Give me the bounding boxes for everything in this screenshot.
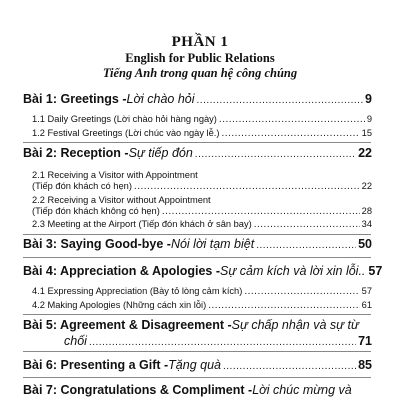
page-number: 9 [365, 92, 372, 106]
section-1-1-entry[interactable] [0, 114, 400, 125]
leader-dots [89, 337, 356, 348]
chapter-title: Bài 3: Saying Good-bye - [23, 237, 171, 251]
chapter-title: Bài 6: Presenting a Gift - [23, 358, 169, 372]
leader-dots [244, 286, 359, 297]
section-title: 2.1 Receiving a Visitor with Appointment [32, 170, 198, 180]
section-title: 4.2 Making Apologies (Những cách xin lỗi) [32, 300, 207, 310]
chapter-2-entry[interactable] [0, 146, 400, 160]
section-title: 2.2 Receiving a Visitor without Appointment [32, 195, 211, 205]
page-number: 57 [361, 286, 372, 296]
part-heading: PHẦN 1 [171, 34, 229, 50]
leader-dots [197, 95, 364, 106]
section-2-2-entry[interactable] [0, 195, 400, 205]
chapter-3-entry[interactable] [0, 237, 400, 251]
chapter-title: Bài 4: Appreciation & Apologies - [23, 264, 221, 278]
page-number: 34 [361, 219, 372, 229]
chapter-title: Bài 5: Agreement & Disagreement - [23, 318, 232, 332]
chapter-title-vi-cont: chối [64, 334, 87, 348]
chapter-6-entry[interactable] [0, 358, 400, 372]
section-2-3-entry[interactable] [0, 219, 400, 230]
page-number: 50 [358, 237, 372, 251]
chapter-4-entry[interactable] [0, 264, 400, 278]
chapter-title-vi: Sự tiếp đón [128, 146, 193, 160]
section-2-2-line2[interactable] [0, 206, 400, 217]
divider [23, 142, 371, 143]
chapter-title: Bài 1: Greetings - [23, 92, 127, 106]
leader-dots [195, 149, 356, 160]
section-title: 1.1 Daily Greetings (Lời chào hỏi hàng ngày) [32, 114, 217, 124]
divider [23, 234, 371, 235]
section-2-1-entry[interactable] [0, 170, 400, 180]
page-number: 28 [361, 206, 372, 216]
section-title: 4.1 Expressing Appreciation (Bày tỏ lòng cảm kích) [32, 286, 243, 296]
chapter-title-vi: Sự cảm kích và lời xin lỗi.. [220, 264, 366, 278]
section-subtitle: (Tiếp đón khách không có hẹn) [32, 206, 160, 216]
chapter-1-entry[interactable] [0, 92, 400, 106]
chapter-title-vi: Nói lời tạm biệt [170, 237, 255, 251]
section-title: 1.2 Festival Greetings (Lời chúc vào ngày lễ.) [32, 128, 220, 138]
page-number: 15 [361, 128, 372, 138]
divider [23, 351, 371, 352]
leader-dots [162, 206, 360, 217]
chapter-5-entry[interactable] [0, 318, 400, 332]
chapter-title-vi: Tặng quà [168, 358, 221, 372]
leader-dots [221, 128, 359, 139]
section-title-vietnamese: Tiếng Anh trong quan hệ công chúng [102, 66, 298, 80]
divider [23, 314, 371, 315]
section-title: 2.3 Meeting at the Airport (Tiếp đón khách ở sân bay) [32, 219, 252, 229]
chapter-7-entry[interactable] [0, 383, 400, 397]
chapter-title-vi: Lời chào hỏi [126, 92, 195, 106]
divider [23, 377, 371, 378]
chapter-5-continuation[interactable] [0, 334, 400, 348]
chapter-title: Bài 7: Congratulations & Compliment - [23, 383, 253, 397]
page-number: 57 [368, 264, 383, 278]
page-number: 22 [361, 181, 372, 191]
section-1-2-entry[interactable] [0, 128, 400, 139]
page-number: 22 [358, 146, 372, 160]
page-number: 61 [361, 300, 372, 310]
chapter-title: Bài 2: Reception - [23, 146, 129, 160]
section-subtitle: (Tiếp đón khách có hẹn) [32, 181, 132, 191]
page-number: 71 [358, 334, 372, 348]
section-4-2-entry[interactable] [0, 300, 400, 311]
section-4-1-entry[interactable] [0, 286, 400, 297]
page-number: 9 [366, 114, 372, 124]
leader-dots [254, 219, 360, 230]
chapter-title-vi: Lời chúc mừng và [252, 383, 352, 397]
divider [23, 257, 371, 258]
section-title-english: English for Public Relations [125, 51, 275, 65]
leader-dots [223, 361, 356, 372]
leader-dots [219, 114, 365, 125]
leader-dots [208, 300, 359, 311]
leader-dots [134, 181, 360, 192]
leader-dots [256, 240, 356, 251]
section-2-1-line2[interactable] [0, 181, 400, 192]
chapter-title-vi: Sự chấp nhận và sự từ [231, 318, 359, 332]
page-number: 85 [358, 358, 372, 372]
